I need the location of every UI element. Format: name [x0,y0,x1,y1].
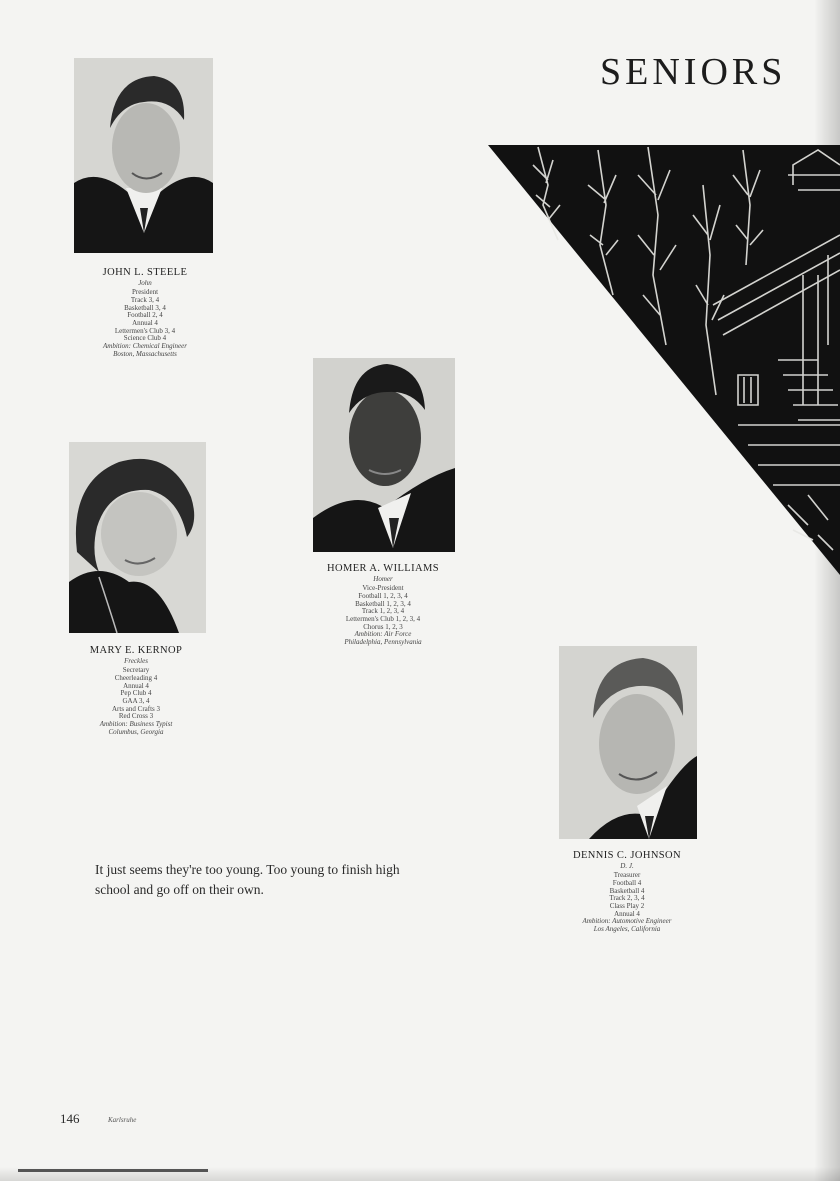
senior-name: MARY E. KERNOP [89,645,183,656]
senior-ambition: Ambition: Chemical Engineer [103,342,187,351]
activity-item: Vice-President [362,584,404,593]
page-number: 146 [60,1111,80,1126]
activity-item: Annual 4 [123,681,149,690]
activity-item: Annual 4 [132,318,158,327]
activity-item: Lettermen's Club 1, 2, 3, 4 [345,614,421,623]
activity-item: GAA 3, 4 [122,696,150,705]
activity-item: Treasurer [613,871,641,880]
senior-bio-mary-kernop [31,645,241,736]
senior-name: JOHN L. STEELE [102,267,188,278]
senior-nickname: Freckles [124,656,148,665]
activity-item: Cheerleading 4 [114,673,158,682]
section-heading: SENIORS [600,51,787,93]
activity-item: Track 1, 2, 3, 4 [361,607,405,616]
senior-bio-dennis-johnson [522,850,732,934]
senior-name: HOMER A. WILLIAMS [327,563,439,574]
senior-portrait-dennis-johnson [559,646,697,839]
senior-portrait-john-steele [74,58,213,253]
activity-item: Basketball 1, 2, 3, 4 [355,599,411,608]
senior-ambition: Ambition: Business Typist [99,720,173,729]
activity-item: President [131,288,159,297]
activity-item: Red Cross 3 [118,712,154,721]
activity-item: Football 4 [612,878,642,887]
activity-item: Football 2, 4 [127,311,163,320]
activity-item: Track 3, 4 [130,295,160,304]
folio-label: Karlsruhe [108,1116,137,1124]
activity-item: Arts and Crafts 3 [111,704,161,713]
senior-nickname: D. J. [620,861,634,870]
page-caption: It just seems they're too young. Too young to finish high school and go off on their own. [95,862,400,897]
senior-ambition: Ambition: Automotive Engineer [582,917,672,926]
activity-item: Pep Club 4 [120,689,152,698]
activity-item: Annual 4 [614,909,640,918]
senior-portrait-mary-kernop [69,442,206,633]
activity-item: Football 1, 2, 3, 4 [358,591,408,600]
senior-ambition: Ambition: Air Force [354,630,412,639]
activity-item: Track 2, 3, 4 [609,894,645,903]
page-bottom-edge [0,1167,840,1181]
senior-hometown: Boston, Massachusetts [113,349,177,358]
senior-hometown: Columbus, Georgia [108,727,164,736]
senior-nickname: Homer [373,574,393,583]
senior-portrait-homer-williams [313,358,455,552]
activity-item: Class Play 2 [609,901,645,910]
woodcut-illustration [488,145,840,575]
senior-name: DENNIS C. JOHNSON [572,850,682,861]
activity-item: Secretary [122,666,150,675]
activity-item: Basketball 3, 4 [124,303,166,312]
activity-item: Lettermen's Club 3, 4 [114,326,176,335]
senior-hometown: Philadelphia, Pennsylvania [344,638,422,647]
senior-nickname: John [138,278,152,287]
activity-item: Science Club 4 [123,334,167,343]
activity-item: Chorus 1, 2, 3 [363,622,403,631]
senior-bio-john-steele [40,267,250,358]
senior-hometown: Los Angeles, California [593,925,661,934]
senior-bio-homer-williams [278,563,488,647]
activity-item: Basketball 4 [609,886,645,895]
